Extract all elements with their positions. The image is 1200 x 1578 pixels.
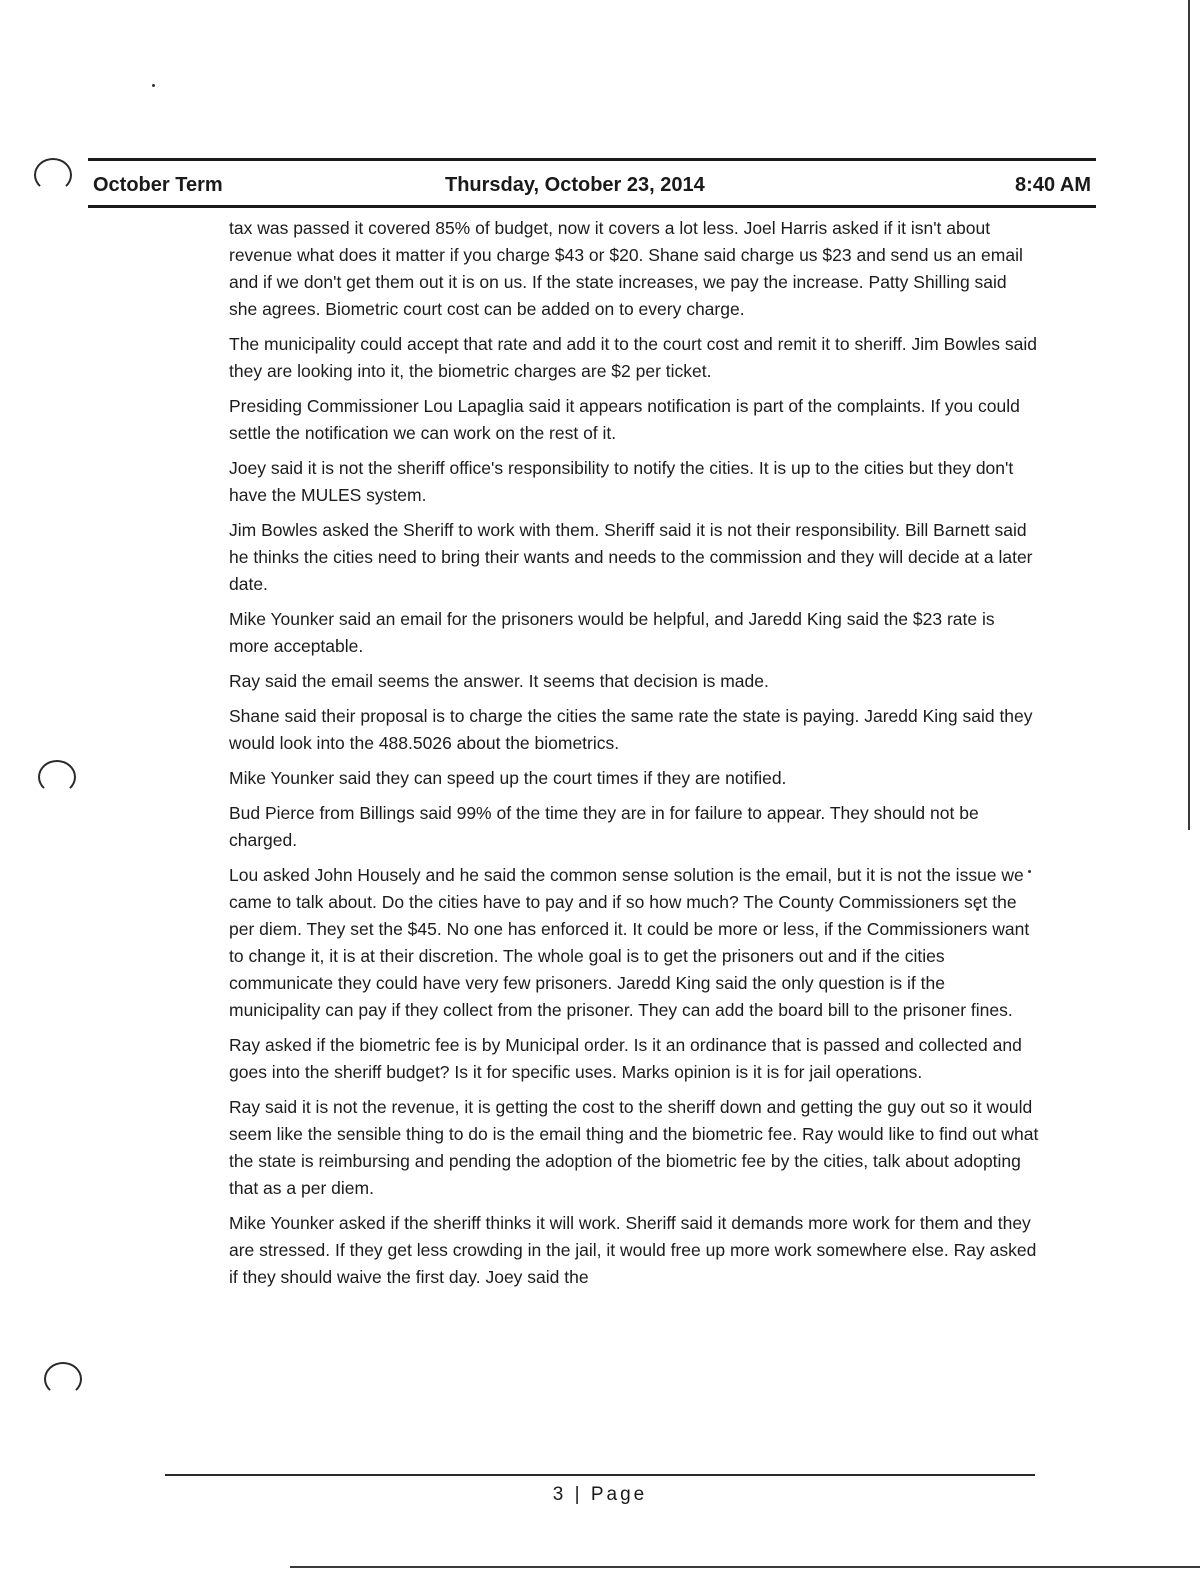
paragraph: Mike Younker asked if the sheriff thinks it will work. Sheriff said it demands more work for them and they are stressed. If they get less crowding in the jail, it would free up more work somewhere else. Ray asked if they should waive the first day. Joey said the: [229, 1213, 1037, 1287]
paragraph: Bud Pierce from Billings said 99% of the time they are in for failure to appear. They should not be charged.: [229, 803, 979, 850]
page-number: 3 | Page: [552, 1484, 648, 1505]
term-title: October Term: [93, 174, 223, 196]
punch-hole-middle: [38, 760, 76, 794]
minutes-body: [229, 215, 1039, 1299]
paragraph: The municipality could accept that rate and add it to the court cost and remit it to sheriff. Jim Bowles said they are looking into it, the biometric charges are $2 per ticket.: [229, 334, 1037, 381]
paragraph: Shane said their proposal is to charge the cities the same rate the state is paying. Jaredd King said they would look into the 488.5026 about the biometrics.: [229, 706, 1033, 753]
running-header: [93, 170, 1091, 200]
paragraph: Ray said the email seems the answer. It seems that decision is made.: [229, 671, 769, 691]
paragraph: Joey said it is not the sheriff office's responsibility to notify the cities. It is up to the cities but they don't have the MULES system.: [229, 458, 1014, 505]
meeting-date: Thursday, October 23, 2014: [445, 174, 705, 196]
scan-page-edge: [290, 1566, 1200, 1568]
header-rule: [88, 158, 1096, 161]
punch-hole-top: [34, 158, 72, 192]
paragraph: Ray asked if the biometric fee is by Municipal order. Is it an ordinance that is passed and collected and goes into the sheriff budget? Is it for specific uses. Marks opinion is it is for jail operations.: [229, 1035, 1022, 1082]
paragraph: Jim Bowles asked the Sheriff to work with them. Sheriff said it is not their responsibility. Bill Barnett said he thinks the cities need to bring their wants and needs to the commission and they will decide at a later date.: [229, 520, 1033, 594]
footer-rule: [165, 1474, 1035, 1476]
paragraph: Mike Younker said they can speed up the court times if they are notified.: [229, 768, 787, 788]
scan-page-edge: [1188, 0, 1190, 830]
paragraph: Mike Younker said an email for the prisoners would be helpful, and Jaredd King said the $23 rate is more acceptable.: [229, 609, 995, 656]
punch-hole-bottom: [44, 1362, 82, 1396]
paragraph: Lou asked John Housely and he said the common sense solution is the email, but it is not the issue we came to talk about. Do the cities have to pay and if so how much? The County Commissioners set the per diem. They set the $45. No one has enforced it. It could be more or less, if the Commissioners want to change it, it is at their discretion. The whole goal is to get the prisoners out and if the cities communicate they could have very few prisoners. Jaredd King said the only question is if the municipality can pay if they collect from the prisoner. They can add the board bill to the prisoner fines.: [229, 865, 1030, 1020]
scan-speck: [152, 84, 155, 87]
paragraph: Ray said it is not the revenue, it is getting the cost to the sheriff down and getting the guy out so it would seem like the sensible thing to do is the email thing and the biometric fee. Ray would like to find out what the state is reimbursing and pending the adoption of the biometric fee by the cities, talk about adopting that as a per diem.: [229, 1097, 1039, 1198]
header-rule: [88, 205, 1096, 208]
meeting-time: 8:40 AM: [1015, 174, 1091, 196]
paragraph: tax was passed it covered 85% of budget, now it covers a lot less. Joel Harris asked if it isn't about revenue what does it matter if you charge $43 or $20. Shane said charge us $23 and send us an email and if we don't get them out it is on us. If the state increases, we pay the increase. Patty Shilling said she agrees. Biometric court cost can be added on to every charge.: [229, 218, 1023, 319]
paragraph: Presiding Commissioner Lou Lapaglia said it appears notification is part of the complaints. If you could settle the notification we can work on the rest of it.: [229, 396, 1020, 443]
